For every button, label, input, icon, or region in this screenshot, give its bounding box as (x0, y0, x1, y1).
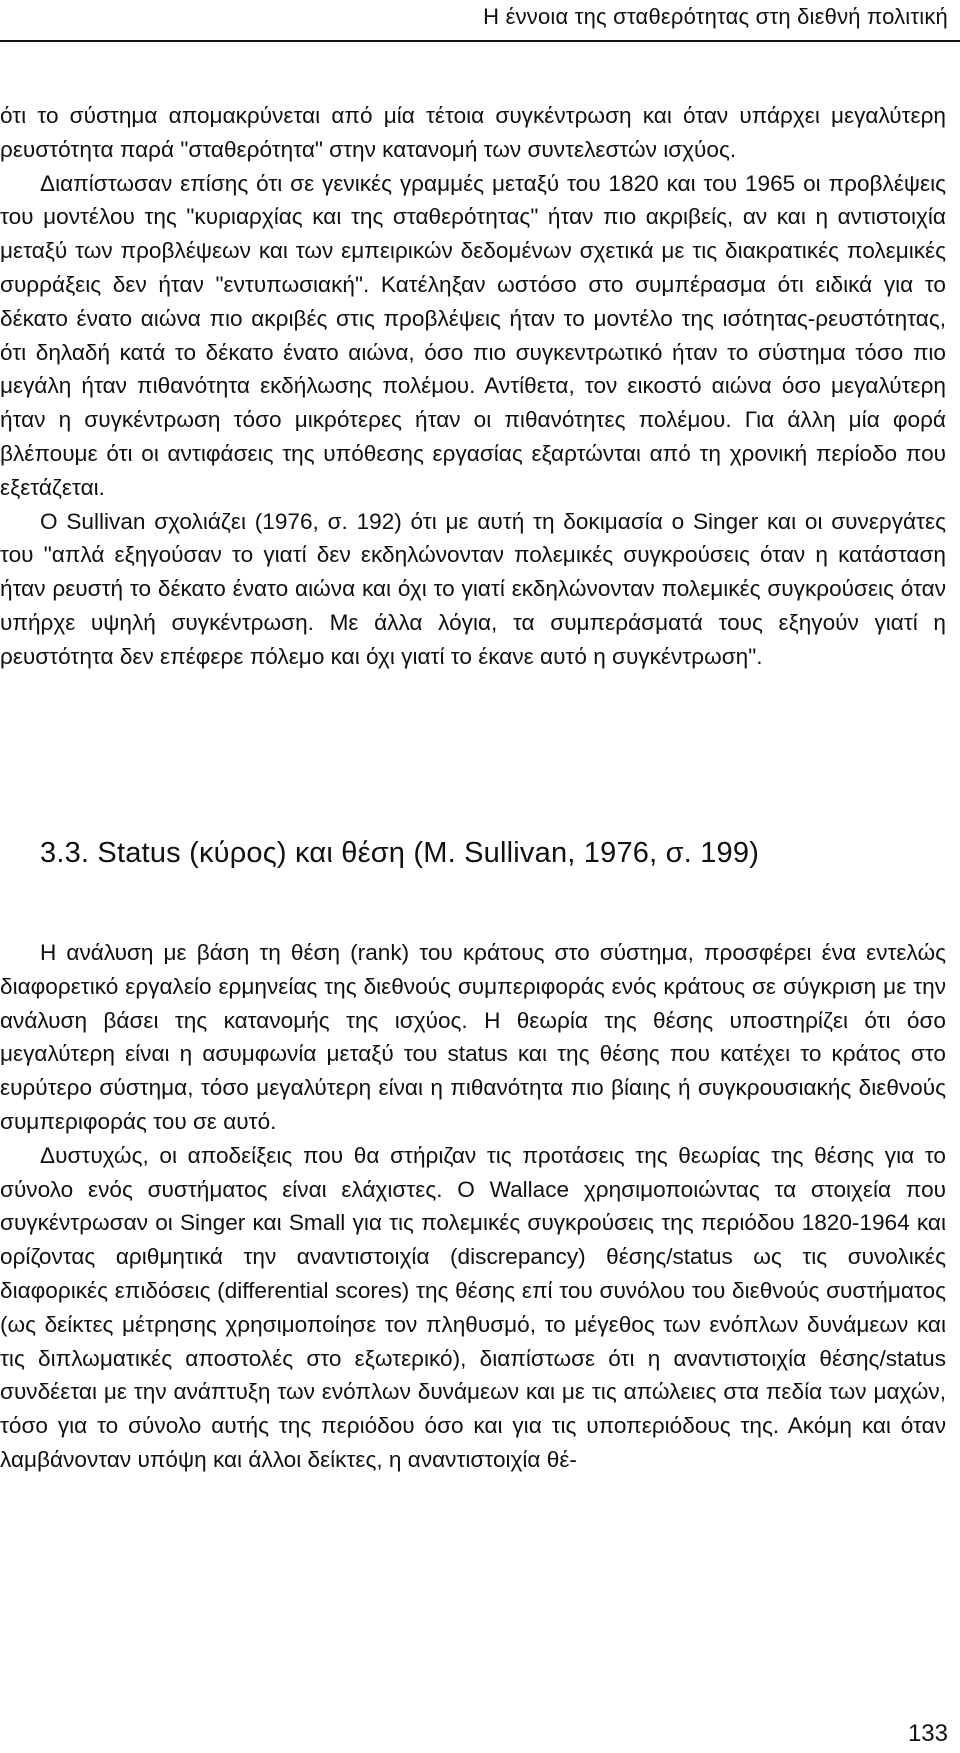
body-text-section-1 (0, 99, 946, 674)
paragraph: Διαπίστωσαν επίσης ότι σε γενικές γραμμές μεταξύ του 1820 και του 1965 οι προβλέψεις του μοντέλου της "κυριαρχίας και της σταθερότητας" ήταν πιο ακριβείς, αν και η αντιστοιχία μεταξύ των προβλέψεων και των εμπειρικών δεδομένων σχετικά με τις διακρατικές πολεμικές συρράξεις δεν ήταν "εντυπωσιακή". Κατέληξαν ωστόσο στο συμπέρασμα ότι ειδικά για το δέκατο ένατο αιώνα πιο ακριβές στις προβλέψεις ήταν το μοντέλο της ισότητας-ρευστότητας, ότι δηλαδή κατά το δέκατο ένατο αιώνα, όσο πιο συγκεντρωτικό ήταν το σύστημα τόσο πιο μεγάλη ήταν πιθανότητα εκδήλωσης πολέμου. Αντίθετα, τον εικοστό αιώνα όσο μεγαλύτερη ήταν η συγκέντρωση τόσο μικρότερες ήταν οι πιθανότητες πολέμου. Για άλλη μία φορά βλέπουμε ότι οι αντιφάσεις της υπόθεσης εργασίας εξαρτώνται από τη χρονική περίοδο που εξετάζεται. (0, 170, 946, 500)
header-divider (0, 40, 960, 42)
paragraph: Δυστυχώς, οι αποδείξεις που θα στήριζαν τις προτάσεις της θεωρίας της θέσης για το σύνολο ενός συστήματος είναι ελάχιστες. Ο Wallace χρησιμοποιώντας τα στοιχεία που συγκέντρωσαν οι Singer και Small για τις πολεμικές συγκρούσεις της περιόδου 1820-1964 και ορίζοντας αριθμητικά την αναντιστοιχία (discrepancy) θέσης/status ως τις συνολικές διαφορικές επιδόσεις (differential scores) της θέσης επί του συνόλου του διεθνούς συστήματος (ως δείκτες μέτρησης χρησιμοποίησε τον πληθυσμό, το μέγεθος των ενόπλων δυνάμεων και τις διπλωματικές αποστολές στο εξωτερικό), διαπίστωσε ότι η αναντιστοιχία θέσης/status συνδέεται με την ανάπτυξη των ενόπλων δυνάμεων και με τις απώλειες στα πεδία των μαχών, τόσο για το σύνολο αυτής της περιόδου όσο και για τις υποπεριόδους της. Ακόμη και όταν λαμβάνονταν υπόψη και άλλοι δείκτες, η αναντιστοιχία θέ- (0, 1142, 946, 1472)
section-heading: 3.3. Status (κύρος) και θέση (M. Sullivan, 1976, σ. 199) (40, 837, 760, 869)
paragraph: Η ανάλυση με βάση τη θέση (rank) του κράτους στο σύστημα, προσφέρει ένα εντελώς διαφορετικό εργαλείο ερμηνείας της διεθνούς συμπεριφοράς ενός κράτους σε σύγκριση με την ανάλυση βάσει της κατανομής της ισχύος. Η θεωρία της θέσης υποστηρίζει ότι όσο μεγαλύτερη είναι η ασυμφωνία μεταξύ του status και της θέσης που κατέχει το κράτος στο ευρύτερο σύστημα, τόσο μεγαλύτερη είναι η πιθανότητα πιο βίαιης ή συγκρουσιακής διεθνούς συμπεριφοράς του σε αυτό. (0, 940, 946, 1134)
page-number: 133 (907, 1720, 948, 1747)
paragraph-continuation: ότι το σύστημα απομακρύνεται από μία τέτοια συγκέντρωση και όταν υπάρχει μεγαλύτερη ρευστότητα παρά "σταθερότητα" στην κατανομή των συντελεστών ισχύος. (0, 103, 946, 162)
body-text-section-2 (0, 936, 946, 1477)
paragraph: Ο Sullivan σχολιάζει (1976, σ. 192) ότι με αυτή τη δοκιμασία ο Singer και οι συνεργάτες του "απλά εξηγούσαν το γιατί δεν εκδηλώνονταν πολεμικές συγκρούσεις όταν η κατάσταση ήταν ρευστή το δέκατο ένατο αιώνα και όχι το γιατί εκδηλώνονταν πολεμικές συγκρούσεις όταν υπήρχε υψηλή συγκέντρωση. Με άλλα λόγια, τα συμπεράσματά τους εξηγούν γιατί η ρευστότητα δεν επέφερε πόλεμο και όχι γιατί το έκανε αυτό η συγκέντρωση". (0, 508, 946, 669)
running-header-title: Η έννοια της σταθερότητας στη διεθνή πολιτική (483, 4, 948, 29)
